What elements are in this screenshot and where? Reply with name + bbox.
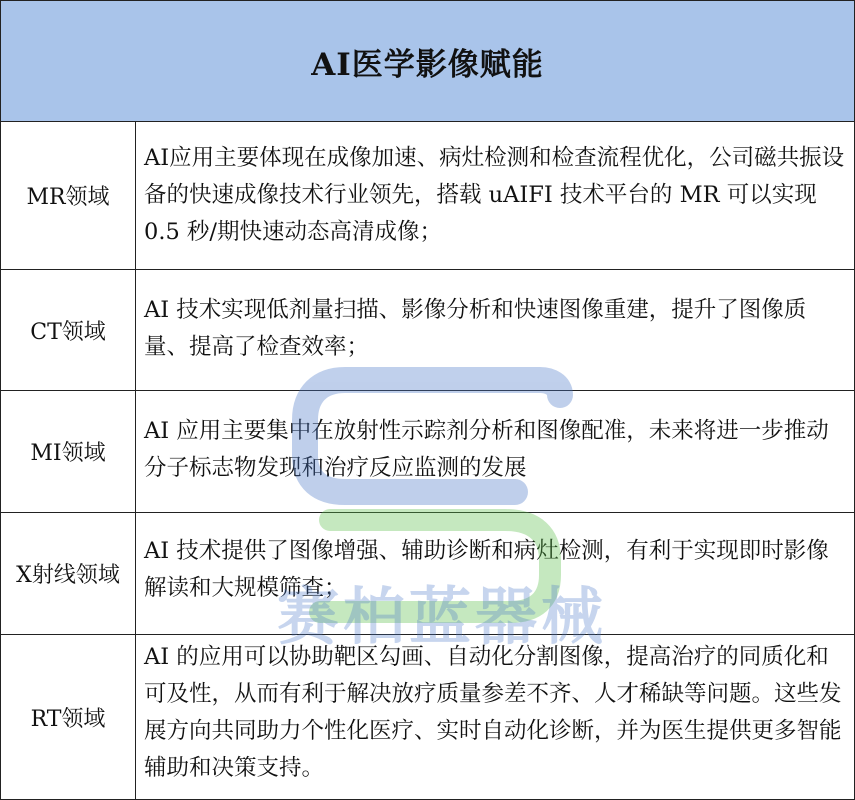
- watermark-text: 赛柏蓝器械: [276, 580, 608, 653]
- table-row-ct: [1, 270, 854, 391]
- row-text-mr: AI应用主要体现在成像加速、病灶检测和检查流程优化，公司磁共振设备的快速成像技术行业领先，搭载 uAIFI 技术平台的 MR 可以实现 0.5 秒/期快速动态高清成像；: [144, 145, 845, 245]
- row-label-xray: X射线领域: [1, 513, 136, 634]
- row-text-rt: AI 的应用可以协助靶区勾画、自动化分割图像，提高治疗的同质化和可及性，从而有利于解决放疗质量参差不齐、人才稀缺等问题。这些发展方向共同助力个性化医疗、实时自动化诊断，并为医生提供更多智能辅助和决策支持。: [144, 644, 842, 781]
- row-label-mi: MI领域: [1, 391, 136, 512]
- table-row-rt: [1, 635, 854, 799]
- row-text-ct: AI 技术实现低剂量扫描、影像分析和快速图像重建，提升了图像质量、提高了检查效率；: [144, 297, 807, 360]
- table-row-mi: [1, 391, 854, 513]
- table-title: AI医学影像赋能: [311, 46, 544, 83]
- row-label-ct: CT领域: [1, 270, 136, 390]
- table-header: [1, 1, 854, 122]
- row-text-xray: AI 技术提供了图像增强、辅助诊断和病灶检测，有利于实现即时影像解读和大规模筛查；: [144, 538, 829, 601]
- row-label-mr: MR领域: [1, 122, 136, 269]
- table-row-mr: [1, 122, 854, 270]
- row-text-mi: AI 应用主要集中在放射性示踪剂分析和图像配准，未来将进一步推动分子标志物发现和治疗反应监测的发展: [144, 418, 829, 481]
- table-row-xray: [1, 513, 854, 635]
- row-label-rt: RT领域: [1, 635, 136, 799]
